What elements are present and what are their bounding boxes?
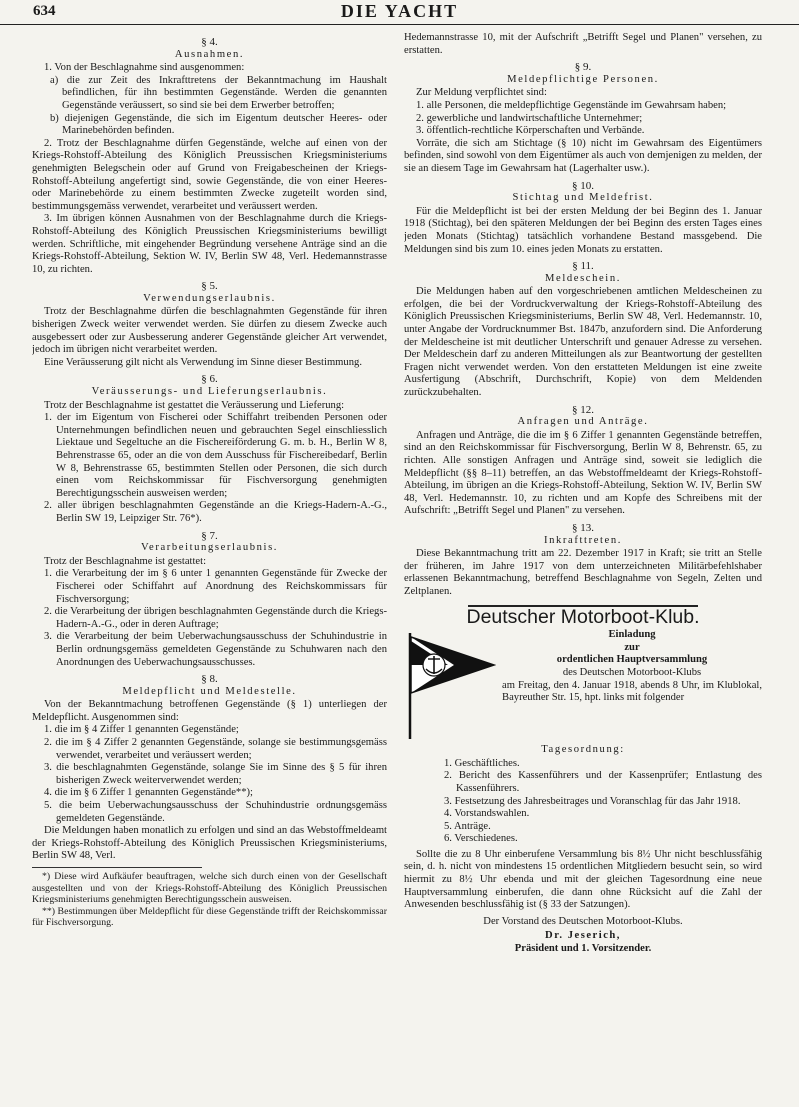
- invitation-block: [404, 629, 762, 741]
- paragraph: 3. Im übrigen können Ausnahmen von der Beschlagnahme durch die Kriegs-Rohstoff-Abteilung des Königlich Preussischen Kriegsministeriums bewilligt werden. Schriftliche, mit eingehender Begründung versehene Anträge sind an die Kriegs-Rohstoff-Abteilung, Sektion W. IV, Berlin SW 48, Verl. Hedemannstrasse 10, zu richten.: [32, 213, 387, 275]
- footnote: *) Diese wird Aufkäufer beauftragen, welche sich durch einen von der Gesellschaft ausgestellten und von der Kriegs-Rohstoff-Abteilung des Königlich Preussischen Kriegsministeriums genehmigten Berechtigungsschein ausweisen.: [32, 871, 387, 906]
- agenda-item: 6. Verschiedenes.: [444, 833, 518, 845]
- list-item: 1. alle Personen, die meldepflichtige Gegenstände im Gewahrsam haben;: [416, 99, 727, 111]
- section-number: § 10.: [572, 179, 594, 192]
- list-item: 1. der im Eigentum von Fischerei oder Schiffahrt treibenden Personen oder Unternehmungen befindlichen neuen und gebrauchten Segel einschliesslich Liektaue und Segeltuche an die Fischereiförderung G. m. b. H., Berlin W 8, Behrenstrasse 65, oder an die von dem Ausschuss für Fischereibedarf, Berlin W 8, Behrenstrasse 65, bestimmten Stellen oder Personen, die sich durch einen vom Reichskommissar für Fischversorgung genehmigten Berechtigungsschein ausweisen werden;: [44, 412, 387, 499]
- section-heading: Anfragen und Anträge.: [517, 416, 649, 428]
- section-heading: Verarbeitungserlaubnis.: [140, 542, 279, 554]
- paragraph: Von der Bekanntmachung betroffenen Gegenstände (§ 1) unterliegen der Meldepflicht. Ausgenommen sind:: [32, 699, 387, 723]
- paragraph: Trotz der Beschlagnahme dürfen die beschlagnahmten Gegenstände für ihren bisherigen Zweck weiter verwendet werden. Sie dürfen zu diesem Zwecke auch ausgebessert oder zur Ausbesserung anderer Gegenstände gleicher Art verwendet, jedoch im übrigen nicht verarbeitet werden.: [32, 306, 387, 356]
- agenda-list: [404, 758, 762, 846]
- section-heading: Inkrafttreten.: [544, 534, 622, 546]
- right-column: [404, 32, 762, 1100]
- paragraph: Für die Meldepflicht ist bei der ersten Meldung der bei Beginn des 1. Januar 1918 (Stichtag), bei den späteren Meldungen der bei Beginn des ersten Tages eines jeden Monats (Stichtag) tatsächlich vorhandene Bestand massgebend. Die Meldungen sind bis zum 10. eines jeden Monats zu erstatten.: [404, 205, 762, 255]
- section-heading: Ausnahmen.: [174, 48, 245, 60]
- paragraph: Diese Bekanntmachung tritt am 22. Dezember 1917 in Kraft; sie tritt an Stelle der früheren, im Jahre 1917 von dem unterzeichneten Militärbefehlshaber erlassenen Bekanntmachung, betreffend Beschlagnahme von Segeln, Zelten und Zeltplanen.: [404, 548, 762, 597]
- section-heading: Veräusserungs- und Lieferungserlaubnis.: [91, 386, 328, 398]
- paragraph: Eine Veräusserung gilt nicht als Verwendung im Sinne dieser Bestimmung.: [44, 356, 362, 368]
- list-item: 5. die beim Ueberwachungsausschuss der Schuhindustrie ordnungsgemäss gemeldeten Gegenstände.: [44, 800, 387, 824]
- section-heading: Meldeschein.: [545, 272, 621, 284]
- paragraph: Trotz der Beschlagnahme ist gestattet die Veräusserung und Lieferung:: [44, 399, 345, 411]
- footnote-divider: [32, 867, 202, 868]
- list-item: b) diejenigen Gegenstände, die sich im Eigentum deutscher Heeres- oder Marinebehörden befinden.: [50, 112, 387, 137]
- agenda-item: 3. Festsetzung des Jahresbeitrages und Voranschlag für das Jahr 1918.: [444, 795, 741, 807]
- club-pennant-anchor-icon: [404, 631, 496, 741]
- paragraph: Anfragen und Anträge, die die im § 6 Ziffer 1 genannten Gegenstände betreffen, sind an den Reichskommissar für Fischversorgung, Berlin W 8, Behrenstr. 65, zu richten. Alle sonstigen Anfragen und Anträge sind, soweit sie lediglich die Meldepflicht (§§ 8–11) betreffen, an das Webstoffmeldeamt der Kriegs-Rohstoff-Abteilung, im übrigen an die Kriegs-Rohstoff-Abteilung, Sektion W. IV, Berlin SW 48, Verl. Hedemannstr. 10, zu richten und am Kopfe des Schreibens mit der Aufschrift: „Betrifft Segel und Planen" zu versehen.: [404, 429, 762, 517]
- section-number: § 7.: [201, 529, 218, 542]
- list-item: a) die zur Zeit des Inkrafttretens der Bekanntmachung im Haushalt befindlichen, für ihn bestimmten Gegenstände. Werden die genannten Gegenstände veräussert, so sind sie bei dem Erwerber betroffen;: [50, 74, 387, 111]
- agenda-item: 5. Anträge.: [444, 820, 491, 832]
- signature-name: Dr. Jeserich,: [545, 930, 621, 942]
- paragraph: Die Meldungen haben auf den vorgeschriebenen amtlichen Meldescheinen zu erfolgen, die bei der Vordruckverwaltung der Kriegs-Rohstoff-Abteilung des Königlich Preussischen Kriegsministeriums, Berlin SW 48, Verl. Hedemannstr. 10, unter Angabe der Vordrucknummer Bst. 1847b, anzufordern sind. Die Anforderung der Meldescheine ist mit deutlicher Unterschrift und genauer Adresse zu versehen. Der Meldeschein darf zu anderen Mitteilungen als zur Beantwortung der gestellten Fragen nicht verwendet werden. Von den erstatteten Meldungen ist eine zweite Ausfertigung (Abschrift, Durchschrift, Kopie) von dem Meldenden zurückzubehalten.: [404, 286, 762, 399]
- list-item: 1. die im § 4 Ziffer 1 genannten Gegenstände;: [44, 724, 239, 736]
- invitation-details: am Freitag, den 4. Januar 1918, abends 8 Uhr, im Klublokal, Bayreuther Str. 15, hpt. links mit folgender: [502, 679, 762, 704]
- section-heading: Stichtag und Meldefrist.: [512, 192, 654, 204]
- agenda-item: 4. Vorstandswahlen.: [444, 808, 530, 820]
- section-number: § 12.: [572, 403, 594, 416]
- section-number: § 4.: [201, 36, 218, 48]
- paragraph: Vorräte, die sich am Stichtage (§ 10) nicht im Gewahrsam des Eigentümers befinden, sind sowohl von dem Eigentümer als auch von demjenigen zu melden, der sie an diesem Tage im Gewahrsam hat (Lagerhalter usw.).: [404, 137, 762, 174]
- masthead-title: DIE YACHT: [340, 1, 459, 21]
- paragraph: Die Meldungen haben monatlich zu erfolgen und sind an das Webstoffmeldeamt der Kriegs-Rohstoff-Abteilung des Königlich Preussischen Kriegsministeriums, Berlin SW 48, Verl.: [32, 825, 387, 862]
- list-item: 3. die beschlagnahmten Gegenstände, solange Sie im Sinne des § 5 für ihren bisherigen Zweck weiterverwendet werden;: [44, 762, 387, 786]
- agenda-item: 1. Geschäftliches.: [444, 757, 520, 769]
- list-item: 3. die Verarbeitung der beim Ueberwachungsausschuss der Schuhindustrie in Berlin ordnungsgemäss gemeldeten Gegenstände zu Schuhwaren nach den Anordnungen des Ueberwachungsausschusses.: [44, 631, 387, 668]
- paragraph: 2. Trotz der Beschlagnahme dürfen Gegenstände, welche auf einen von der Kriegs-Rohstoff-Abteilung des Königlich Preussischen Kriegsministeriums genehmigten Belegschein oder auf Grund von Freigabescheinen der Kriegs-Rohstoff-Abteilung angefertigt sind, sowie Gegenstände, die von einer Heeres- oder Marinebehörde zu einem bestimmten Zwecke zugeteilt worden sind, bestimmungsgemäss verwendet, verarbeitet und veräussert werden.: [32, 137, 387, 212]
- signature-role: Präsident und 1. Vorsitzender.: [514, 943, 652, 955]
- list-item: 2. aller übrigen beschlagnahmten Gegenstände an die Kriegs-Hadern-A.-G., Berlin SW 19, Leipziger Str. 76*).: [44, 500, 387, 524]
- section-heading: Meldepflichtige Personen.: [507, 73, 659, 85]
- list-item: 2. die im § 4 Ziffer 2 genannten Gegenstände, solange sie bestimmungsgemäss verwendet, verarbeitet und veräussert werden;: [44, 737, 387, 761]
- left-column: [32, 32, 387, 1100]
- section-number: § 13.: [572, 521, 594, 534]
- invitation-heading: Einladung: [608, 629, 656, 641]
- invitation-line: zur: [624, 641, 640, 653]
- agenda-heading: Tagesordnung:: [541, 744, 625, 756]
- invitation-line: des Deutschen Motorboot-Klubs: [562, 666, 702, 678]
- list-item: 2. gewerbliche und landwirtschaftliche Unternehmer;: [416, 112, 643, 124]
- paragraph: Zur Meldung verpflichtet sind:: [416, 87, 547, 99]
- paragraph: Hedemannstrasse 10, mit der Aufschrift „Betrifft Segel und Planen" versehen, zu erstatten.: [404, 32, 762, 56]
- list-item: 1. die Verarbeitung der im § 6 unter 1 genannten Gegenstände für Zwecke der Fischerei oder Schiffahrt auf Anordnung des Reichskommissars für Fischversorgung;: [44, 568, 387, 605]
- list-item: 4. die im § 6 Ziffer 1 genannten Gegenstände**);: [44, 787, 253, 799]
- section-number: § 5.: [201, 280, 218, 293]
- section-heading: Meldepflicht und Meldestelle.: [122, 685, 297, 697]
- agenda-item: 2. Bericht des Kassenführers und der Kassenprüfer; Entlastung des Kassenführers.: [444, 770, 762, 794]
- paragraph: Sollte die zu 8 Uhr einberufene Versammlung bis 8½ Uhr nicht beschlussfähig sein, d. h. nicht von mindestens 15 ordentlichen Mitgliedern besucht sein, so wird hiermit zu 8½ Uhr ebenda und mit der gleichen Tagesordnung eine neue Hauptversammlung einberufen, die dann ohne Rücksicht auf die Zahl der Anwesenden beschlussfähig ist (§ 33 der Satzungen).: [404, 848, 762, 911]
- section-number: § 6.: [201, 373, 218, 386]
- list-item: 3. öffentlich-rechtliche Körperschaften und Verbände.: [416, 125, 645, 137]
- section-number: § 8.: [201, 673, 218, 686]
- section-heading: Verwendungserlaubnis.: [143, 292, 276, 304]
- paragraph: 1. Von der Beschlagnahme sind ausgenommen:: [44, 62, 245, 74]
- page-header: [0, 0, 799, 25]
- board-line: Der Vorstand des Deutschen Motorboot-Klubs.: [483, 915, 683, 927]
- footnote: **) Bestimmungen über Meldepflicht für diese Gegenstände trifft der Reichskommissar für Fischversorgung.: [32, 905, 387, 929]
- list-item: 2. die Verarbeitung der übrigen beschlagnahmten Gegenstände durch die Kriegs-Hadern-A.-G., oder in deren Auftrage;: [44, 606, 387, 630]
- invitation-line: ordentlichen Hauptversammlung: [556, 654, 708, 666]
- section-number: § 9.: [574, 61, 592, 74]
- paragraph: Trotz der Beschlagnahme ist gestattet:: [44, 555, 207, 567]
- club-title: Deutscher Motorboot-Klub.: [466, 605, 700, 628]
- section-number: § 11.: [572, 260, 594, 273]
- page-number: 634: [33, 3, 56, 19]
